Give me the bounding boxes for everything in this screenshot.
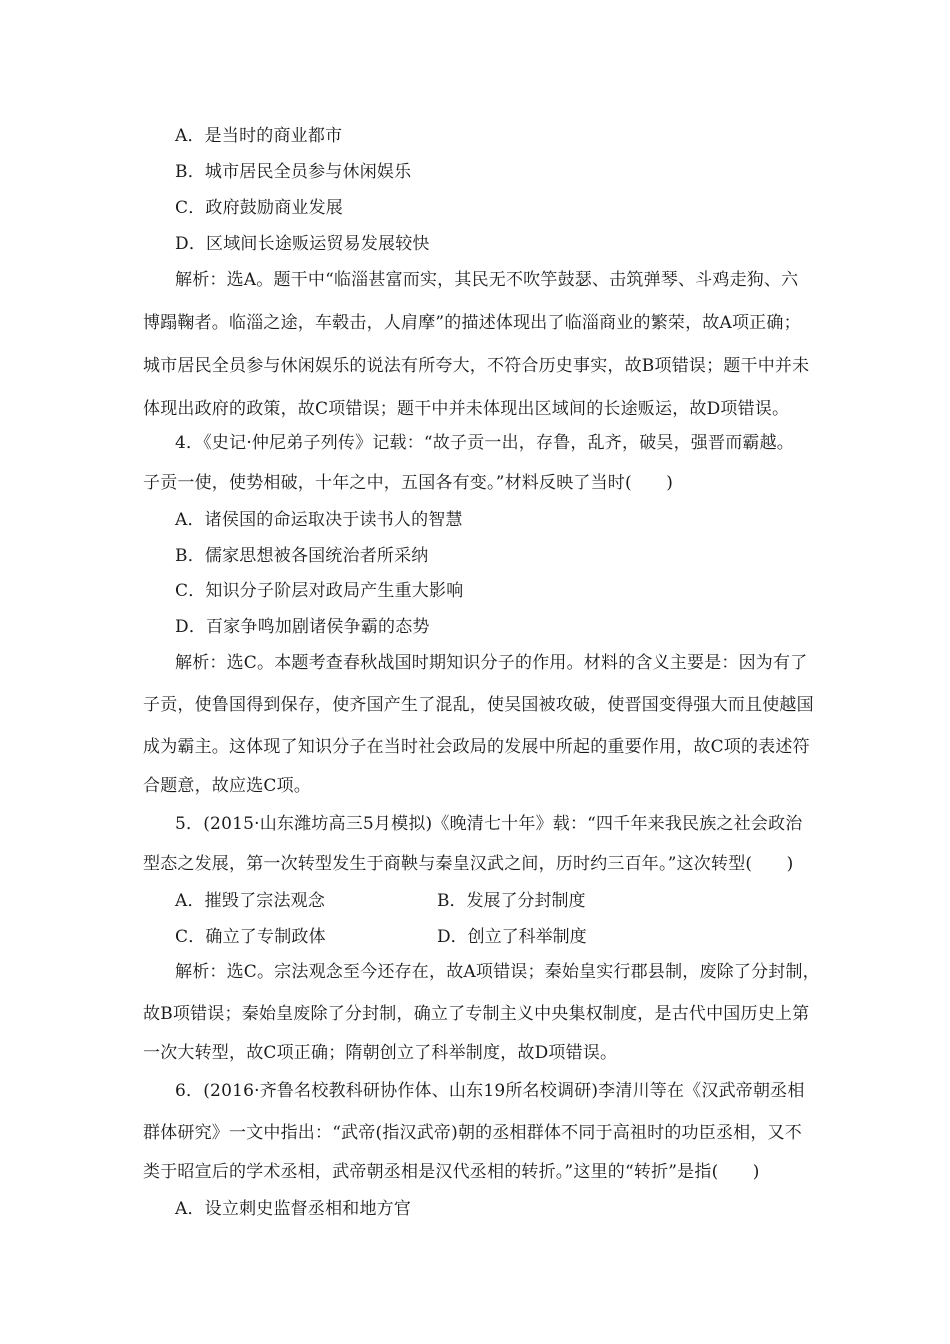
q6-stem-line: 6．(2016·齐鲁名校教科研协作体、山东19所名校调研)李清川等在《汉武帝朝丞相 xyxy=(175,1081,805,1101)
q3-analysis-line: 体现出政府的政策，故C项错误；题干中并未体现出区域间的长途贩运，故D项错误。 xyxy=(143,399,790,419)
q4-option-d: D．百家争鸣加剧诸侯争霸的态势 xyxy=(175,617,430,637)
q5-analysis-line: 故B项错误；秦始皇废除了分封制，确立了专制主义中央集权制度，是古代中国历史上第 xyxy=(143,1004,810,1024)
q5-option-a: A．摧毁了宗法观念 xyxy=(175,891,326,911)
q3-option-a: A．是当时的商业都市 xyxy=(175,126,343,146)
q4-analysis-line: 合题意，故应选C项。 xyxy=(143,776,312,796)
q3-analysis-line: 博蹋鞠者。临淄之途，车毂击，人肩摩”的描述体现出了临淄商业的繁荣，故A项正确； xyxy=(143,313,801,333)
q4-stem-line: 子贡一使，使势相破，十年之中，五国各有变。”材料反映了当时( ) xyxy=(143,473,674,493)
q5-analysis-line: 一次大转型，故C项正确；隋朝创立了科举制度，故D项错误。 xyxy=(143,1043,618,1063)
q3-option-b: B．城市居民全员参与休闲娱乐 xyxy=(175,162,412,182)
q4-analysis-line: 解析：选C。本题考查春秋战国时期知识分子的作用。材料的含义主要是：因为有了 xyxy=(175,653,808,673)
q4-stem-line: 4．《史记·仲尼弟子列传》记载：“故子贡一出，存鲁，乱齐，破吴，强晋而霸越。 xyxy=(175,433,795,453)
q5-option-c: C．确立了专制政体 xyxy=(175,927,326,947)
q5-analysis-line: 解析：选C。宗法观念至今还存在，故A项错误；秦始皇实行郡县制，废除了分封制， xyxy=(175,962,820,982)
q4-option-a: A．诸侯国的命运取决于读书人的智慧 xyxy=(175,510,463,530)
q3-analysis-line: 解析：选A。题干中“临淄甚富而实，其民无不吹竽鼓瑟、击筑弹琴、斗鸡走狗、六 xyxy=(175,270,799,290)
q5-stem-line: 5．(2015·山东潍坊高三5月模拟)《晚清七十年》载：“四千年来我民族之社会政治 xyxy=(175,814,803,834)
q6-stem-line: 类于昭宣后的学术丞相，武帝朝丞相是汉代丞相的转折。”这里的“转折”是指( ) xyxy=(143,1162,760,1182)
q3-option-c: C．政府鼓励商业发展 xyxy=(175,198,344,218)
q4-option-c: C．知识分子阶层对政局产生重大影响 xyxy=(175,581,464,601)
q3-option-d: D．区域间长途贩运贸易发展较快 xyxy=(175,234,430,254)
q5-stem-line: 型态之发展，第一次转型发生于商鞅与秦皇汉武之间，历时约三百年。”这次转型( ) xyxy=(143,854,794,874)
q4-option-b: B．儒家思想被各国统治者所采纳 xyxy=(175,546,429,566)
q4-analysis-line: 子贡，使鲁国得到保存，使齐国产生了混乱，使吴国被攻破，使晋国变得强大而且使越国 xyxy=(143,695,814,715)
q6-option-a: A．设立刺史监督丞相和地方官 xyxy=(175,1199,412,1219)
q3-analysis-line: 城市居民全员参与休闲娱乐的说法有所夸大，不符合历史事实，故B项错误；题干中并未 xyxy=(143,356,810,376)
q6-stem-line: 群体研究》一文中指出：“武帝(指汉武帝)朝的丞相群体不同于高祖时的功臣丞相，又不 xyxy=(143,1123,802,1143)
q5-option-b: B．发展了分封制度 xyxy=(437,891,586,911)
q4-analysis-line: 成为霸主。这体现了知识分子在当时社会政局的发展中所起的重要作用，故C项的表述符 xyxy=(143,737,810,757)
q5-option-d: D．创立了科举制度 xyxy=(437,927,587,947)
